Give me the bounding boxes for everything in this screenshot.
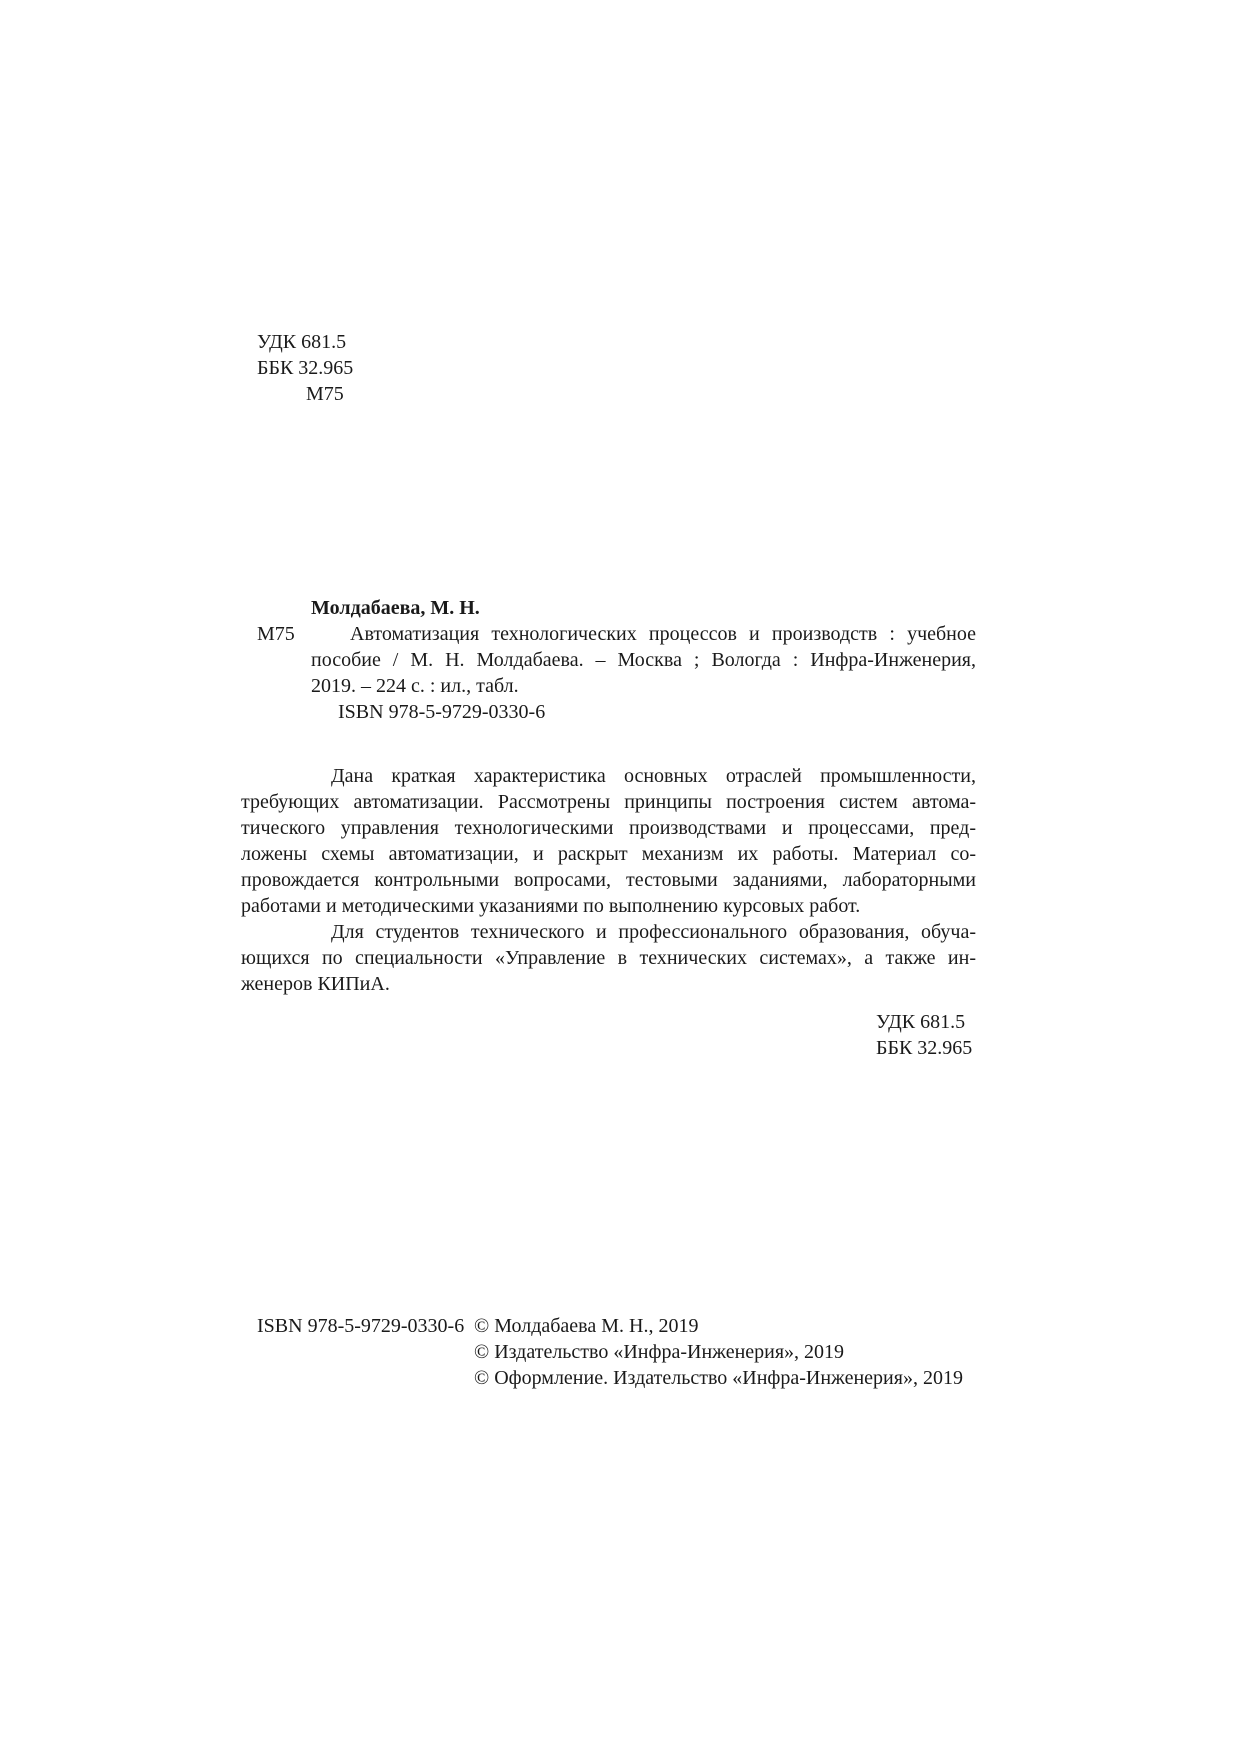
author-mark-top: М75 bbox=[306, 383, 344, 405]
annotation-line: Для студентов технического и профессионального образования, обуча- bbox=[331, 921, 976, 943]
udk-code-bottom: УДК 681.5 bbox=[876, 1011, 966, 1033]
annotation-line: работами и методическими указаниями по выполнению курсовых работ. bbox=[241, 895, 861, 917]
annotation-line: ложены схемы автоматизации, и раскрыт механизм их работы. Материал со- bbox=[241, 843, 976, 865]
copyright-line: © Оформление. Издательство «Инфра-Инженерия», 2019 bbox=[474, 1367, 963, 1389]
bib-description-line: пособие / М. Н. Молдабаева. – Москва ; Вологда : Инфра-Инженерия, bbox=[311, 649, 976, 671]
annotation-line: ющихся по специальности «Управление в технических системах», а также ин- bbox=[241, 947, 976, 969]
bib-description-line: Автоматизация технологических процессов и производств : учебное bbox=[350, 623, 976, 645]
copyright-line: © Издательство «Инфра-Инженерия», 2019 bbox=[474, 1341, 845, 1363]
author-name: Молдабаева, М. Н. bbox=[311, 597, 480, 619]
udk-code-top: УДК 681.5 bbox=[257, 331, 347, 353]
isbn-record: ISBN 978-5-9729-0330-6 bbox=[338, 701, 546, 723]
isbn-imprint: ISBN 978-5-9729-0330-6 bbox=[257, 1315, 465, 1337]
annotation-line: требующих автоматизации. Рассмотрены принципы построения систем автома- bbox=[241, 791, 976, 813]
copyright-line: © Молдабаева М. Н., 2019 bbox=[474, 1315, 699, 1337]
annotation-line: тического управления технологическими производствами и процессами, пред- bbox=[241, 817, 976, 839]
bbk-code-bottom: ББК 32.965 bbox=[876, 1037, 973, 1059]
annotation-line: Дана краткая характеристика основных отраслей промышленности, bbox=[331, 765, 976, 787]
annotation-line: женеров КИПиА. bbox=[241, 973, 390, 995]
bib-description-line: 2019. – 224 с. : ил., табл. bbox=[311, 675, 519, 697]
bbk-code-top: ББК 32.965 bbox=[257, 357, 354, 379]
author-mark: М75 bbox=[257, 623, 295, 645]
annotation-line: провождается контрольными вопросами, тестовыми заданиями, лабораторными bbox=[241, 869, 976, 891]
